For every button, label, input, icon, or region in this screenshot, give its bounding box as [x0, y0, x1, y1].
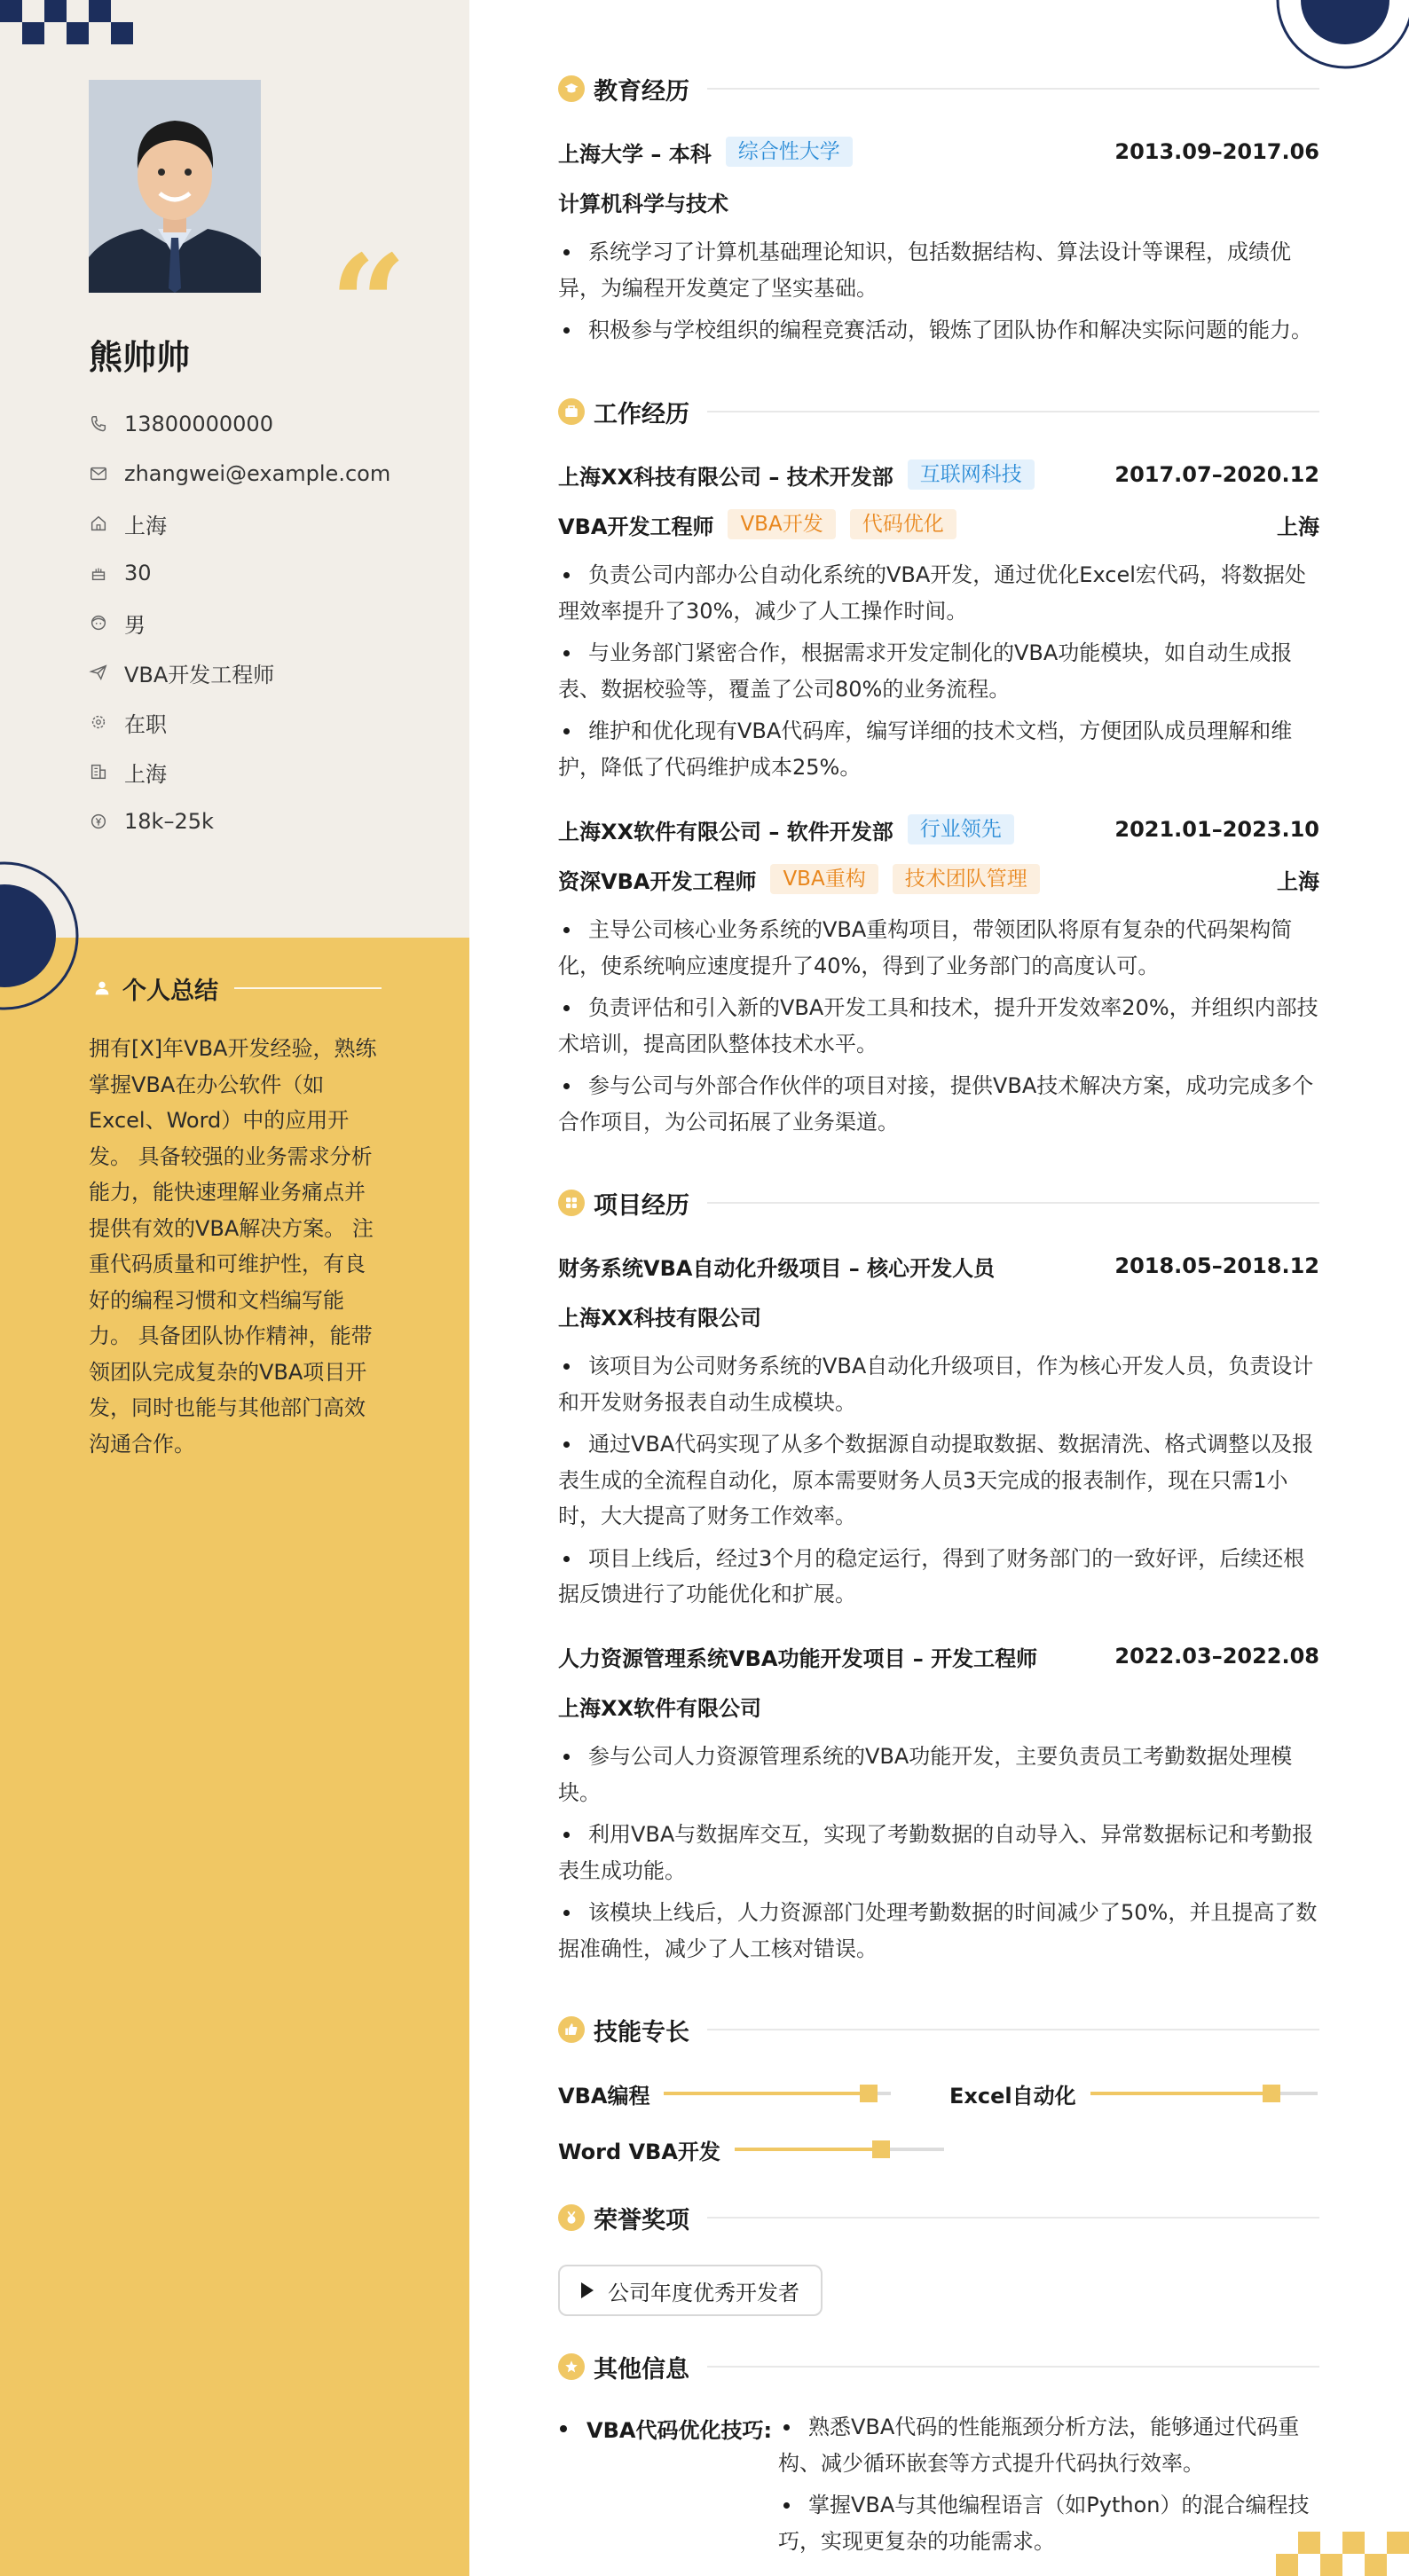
contact-email	[89, 449, 444, 499]
job-2-title: 资深VBA开发工程师	[558, 868, 757, 894]
summary-heading	[89, 970, 382, 1006]
age-text: 30	[124, 561, 152, 585]
project-1-bullets	[558, 1348, 1319, 1619]
list-item: 与业务部门紧密合作，根据需求开发定制化的VBA功能模块，如自动生成报表、数据校验等，覆盖了公司80%的业务流程。	[558, 635, 1319, 707]
award-text: 公司年度优秀开发者	[608, 2280, 799, 2305]
profile-photo	[89, 80, 261, 293]
phone-icon	[89, 414, 108, 434]
summary-heading-text: 个人总结	[122, 977, 218, 1005]
status-icon	[89, 712, 108, 732]
person-icon	[89, 975, 115, 1001]
project-1-org-row	[558, 1299, 1319, 1332]
list-item: 参与公司人力资源管理系统的VBA功能开发，主要负责员工考勤数据处理模块。	[558, 1739, 1319, 1810]
job-1-title-row	[558, 507, 1319, 541]
other-title: 其他信息	[594, 2355, 689, 2384]
project-1-row	[558, 1249, 1319, 1283]
skills-title: 技能专长	[594, 2018, 689, 2046]
main-content	[558, 0, 1319, 2576]
job-2-dates: 2021.01–2023.10	[1114, 817, 1319, 842]
job-1-company: 上海XX科技有限公司 – 技术开发部	[558, 464, 893, 490]
education-heading	[558, 71, 1319, 106]
job-1-company-tag: 互联网科技	[908, 459, 1035, 490]
contact-phone	[89, 399, 444, 449]
education-title: 教育经历	[594, 77, 689, 106]
major-name: 计算机科学与技术	[558, 191, 728, 216]
projects-title: 项目经历	[594, 1191, 689, 1220]
skill-3	[558, 2132, 944, 2167]
skill-1-bar	[664, 2092, 891, 2095]
contact-position	[89, 648, 444, 697]
medal-icon	[558, 2204, 585, 2231]
city-text: 上海	[124, 761, 167, 787]
checker-decoration-top-left	[0, 0, 133, 44]
sidebar	[0, 0, 469, 2576]
skill-2	[949, 2076, 1318, 2111]
gender-icon	[89, 613, 108, 632]
school-name: 上海大学 – 本科	[558, 141, 712, 167]
star-badge-icon	[558, 2353, 585, 2380]
job-1-bullets	[558, 557, 1319, 791]
summary-text: 拥有[X]年VBA开发经验，熟练掌握VBA在办公软件（如Excel、Word）中的应用开发。 具备较强的业务需求分析能力，能快速理解业务痛点并提供有效的VBA解决方案。 注重代码质量和可维护性，有良好的编程习惯和文档编写能力。 具备团队协作精神，能带领团队完成复杂的VBA项目开发，同时也能与其他部门高效沟通合作。	[89, 1036, 377, 1457]
skill-1	[558, 2076, 891, 2111]
list-item: 主导公司核心业务系统的VBA重构项目，带领团队将原有复杂的代码架构简化，使系统响应速度提升了40%，得到了业务部门的高度认可。	[558, 912, 1319, 984]
circle-decoration-left	[0, 860, 80, 1011]
skill-3-name: Word VBA开发	[558, 2139, 720, 2164]
summary-heading-divider	[234, 987, 382, 989]
thumbs-up-icon	[558, 2016, 585, 2043]
skills-divider	[707, 2029, 1319, 2030]
job-2-company-row	[558, 813, 1319, 846]
home-icon	[89, 514, 108, 533]
skill-1-knob	[860, 2085, 878, 2102]
project-2-dates: 2022.03–2022.08	[1114, 1644, 1319, 1669]
list-item: 熟悉VBA代码的性能瓶颈分析方法，能够通过代码重构、减少循环嵌套等方式提升代码执行效率。	[778, 2409, 1319, 2481]
job-1-tag-1: VBA开发	[728, 509, 835, 539]
job-1-title: VBA开发工程师	[558, 514, 714, 539]
projects-divider	[707, 1202, 1319, 1204]
send-icon	[89, 663, 108, 682]
status-text: 在职	[124, 711, 167, 737]
work-heading	[558, 394, 1319, 429]
award-item	[558, 2265, 823, 2316]
building-icon	[89, 762, 108, 781]
project-2-bullets	[558, 1739, 1319, 1973]
contact-gender	[89, 598, 444, 648]
education-divider	[707, 88, 1319, 90]
list-item: 积极参与学校组织的编程竞赛活动，锻炼了团队协作和解决实际问题的能力。	[558, 312, 1319, 349]
location-text: 上海	[124, 513, 167, 538]
gender-text: 男	[124, 612, 146, 638]
skill-2-bar	[1090, 2092, 1318, 2095]
job-1-tag-2: 代码优化	[850, 509, 956, 539]
list-item: 掌握VBA与其他编程语言（如Python）的混合编程技巧，实现更复杂的功能需求。	[778, 2487, 1319, 2559]
project-2-name: 人力资源管理系统VBA功能开发项目 – 开发工程师	[558, 1645, 1038, 1671]
project-1-org: 上海XX科技有限公司	[558, 1305, 762, 1331]
skill-3-knob	[872, 2140, 890, 2158]
phone-text: 13800000000	[124, 412, 273, 436]
contact-city	[89, 747, 444, 797]
project-2-org-row	[558, 1689, 1319, 1723]
job-2-tag-1: VBA重构	[770, 864, 878, 894]
job-2-company-tag: 行业领先	[908, 814, 1014, 844]
contact-status	[89, 697, 444, 747]
contact-location	[89, 499, 444, 548]
skill-2-knob	[1263, 2085, 1280, 2102]
salary-text: 18k–25k	[124, 809, 214, 834]
briefcase-icon	[558, 398, 585, 425]
profile-name: 熊帅帅	[89, 338, 191, 377]
skills-heading	[558, 2012, 1319, 2047]
project-1-dates: 2018.05–2018.12	[1114, 1253, 1319, 1278]
work-title: 工作经历	[594, 400, 689, 428]
education-bullets	[558, 234, 1319, 355]
list-item: 项目上线后，经过3个月的稳定运行，得到了财务部门的一致好评，后续还根据反馈进行了功能优化和扩展。	[558, 1541, 1319, 1613]
job-1-city: 上海	[1277, 514, 1319, 539]
play-icon	[581, 2282, 594, 2298]
skill-1-name: VBA编程	[558, 2083, 650, 2109]
contact-age	[89, 548, 444, 598]
list-item: 负责评估和引入新的VBA开发工具和技术，提升开发效率20%，并组织内部技术培训，提高团队整体技术水平。	[558, 990, 1319, 1062]
skill-2-name: Excel自动化	[949, 2083, 1076, 2109]
education-dates: 2013.09–2017.06	[1114, 139, 1319, 164]
yuan-icon	[89, 812, 108, 831]
list-item: 系统学习了计算机基础理论知识，包括数据结构、算法设计等课程，成绩优异，为编程开发奠定了坚实基础。	[558, 234, 1319, 306]
awards-heading	[558, 2200, 1319, 2235]
email-text: zhangwei@example.com	[124, 461, 391, 486]
job-1-dates: 2017.07–2020.12	[1114, 462, 1319, 487]
position-text: VBA开发工程师	[124, 662, 275, 687]
graduation-cap-icon	[558, 75, 585, 102]
list-item: 通过VBA代码实现了从多个数据源自动提取数据、数据清洗、格式调整以及报表生成的全流程自动化，原本需要财务人员3天完成的报表制作，现在只需1小时，大大提高了财务工作效率。	[558, 1426, 1319, 1535]
awards-divider	[707, 2217, 1319, 2219]
list-item: 负责公司内部办公自动化系统的VBA开发，通过优化Excel宏代码，将数据处理效率提升了30%，减少了人工操作时间。	[558, 557, 1319, 629]
project-1-name: 财务系统VBA自动化升级项目 – 核心开发人员	[558, 1255, 996, 1281]
education-school-row	[558, 135, 1319, 169]
list-item: 利用VBA与数据库交互，实现了考勤数据的自动导入、异常数据标记和考勤报表生成功能。	[558, 1817, 1319, 1889]
list-item: 维护和优化现有VBA代码库，编写详细的技术文档，方便团队成员理解和维护，降低了代码维护成本25%。	[558, 713, 1319, 785]
other-bullets	[778, 2409, 1319, 2565]
contact-list	[89, 399, 444, 846]
projects-heading	[558, 1185, 1319, 1221]
education-major-row	[558, 185, 1319, 218]
mail-icon	[89, 464, 108, 483]
cake-icon	[89, 563, 108, 583]
job-2-bullets	[558, 912, 1319, 1146]
list-item: 该模块上线后，人力资源部门处理考勤数据的时间减少了50%，并且提高了数据准确性，减少了人工核对错误。	[558, 1895, 1319, 1967]
awards-title: 荣誉奖项	[594, 2206, 689, 2234]
other-divider	[707, 2366, 1319, 2368]
quote-mark-icon: “	[330, 226, 407, 382]
checker-decoration-bottom-right	[1276, 2532, 1409, 2576]
grid-icon	[558, 1190, 585, 1216]
job-2-city: 上海	[1277, 868, 1319, 894]
school-tag: 综合性大学	[726, 137, 853, 167]
other-heading	[558, 2349, 1319, 2384]
skill-3-bar	[735, 2148, 944, 2151]
project-2-row	[558, 1639, 1319, 1673]
project-2-org: 上海XX软件有限公司	[558, 1695, 762, 1721]
job-2-company: 上海XX软件有限公司 – 软件开发部	[558, 819, 893, 844]
other-label: VBA代码优化技巧:	[558, 2413, 772, 2444]
list-item: 参与公司与外部合作伙伴的项目对接，提供VBA技术解决方案，成功完成多个合作项目，为公司拓展了业务渠道。	[558, 1068, 1319, 1140]
job-2-tag-2: 技术团队管理	[893, 864, 1040, 894]
job-1-company-row	[558, 458, 1319, 491]
work-divider	[707, 411, 1319, 412]
job-2-title-row	[558, 862, 1319, 896]
contact-salary	[89, 797, 444, 846]
list-item: 该项目为公司财务系统的VBA自动化升级项目，作为核心开发人员，负责设计和开发财务报表自动生成模块。	[558, 1348, 1319, 1420]
